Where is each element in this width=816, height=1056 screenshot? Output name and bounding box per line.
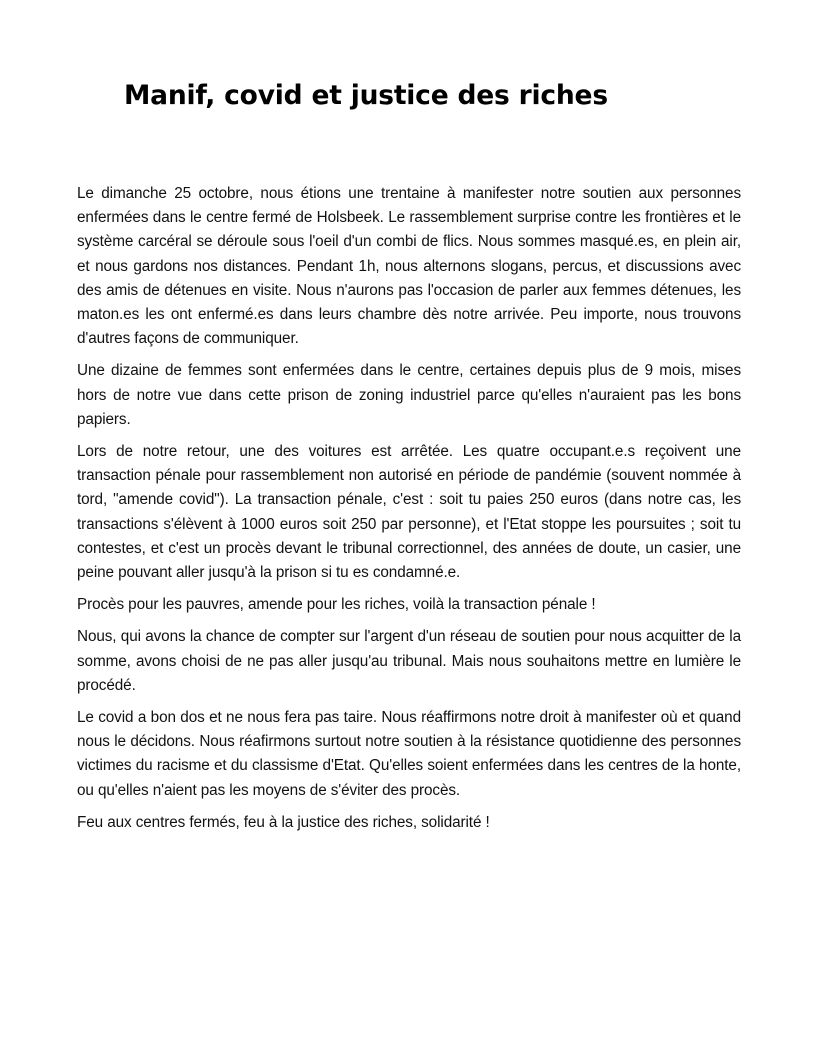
document-body xyxy=(77,182,741,843)
paragraph-detained-women: Une dizaine de femmes sont enfermées dans le centre, certaines depuis plus de 9 mois, mises hors de notre vue dans cette prison de zoning industriel parce qu'elles n'auraient pas les bons papiers. xyxy=(77,362,741,428)
paragraph-slogan-rich-poor: Procès pour les pauvres, amende pour les riches, voilà la transaction pénale ! xyxy=(77,596,596,614)
paragraph-manifestation: Le dimanche 25 octobre, nous étions une trentaine à manifester notre soutien aux personnes enfermées dans le centre fermé de Holsbeek. Le rassemblement surprise contre les frontières et le système carcéral se déroule sous l'oeil d'un combi de flics. Nous sommes masqué.es, en plein air, et nous gardons nos distances. Pendant 1h, nous alternons slogans, percus, et discussions avec des amis de détenues en visite. Nous n'aurons pas l'occasion de parler aux femmes détenues, les maton.es les ont enfermé.es dans leurs chambre dès notre arrivée. Peu importe, nous trouvons d'autres façons de communiquer. xyxy=(77,185,741,348)
paragraph-closing-slogan: Feu aux centres fermés, feu à la justice des riches, solidarité ! xyxy=(77,813,490,831)
paragraph-covid-right-to-protest: Le covid a bon dos et ne nous fera pas taire. Nous réaffirmons notre droit à manifester où et quand nous le décidons. Nous réafirmons surtout notre soutien à la résistance quotidienne des personnes victimes du racisme et du classisme d'Etat. Qu'elles soient enfermées dans les centres de la honte, ou qu'elles n'aient pas les moyens de s'éviter des procès. xyxy=(77,709,741,799)
document-title: Manif, covid et justice des riches xyxy=(124,80,608,111)
paragraph-penal-transaction: Lors de notre retour, une des voitures est arrêtée. Les quatre occupant.e.s reçoivent une transaction pénale pour rassemblement non autorisé en période de pandémie (souvent nommée à tord, "amende covid"). La transaction pénale, c'est : soit tu paies 250 euros (dans notre cas, les transactions s'élèvent à 1000 euros soit 250 par personne), et l'Etat stoppe les poursuites ; soit tu contestes, et c'est un procès devant le tribunal correctionnel, des années de doute, un casier, une peine pouvant aller jusqu'à la prison si tu es condamné.e. xyxy=(77,443,741,582)
paragraph-support-network: Nous, qui avons la chance de compter sur l'argent d'un réseau de soutien pour nous acquitter de la somme, avons choisi de ne pas aller jusqu'au tribunal. Mais nous souhaitons mettre en lumière le procédé. xyxy=(77,628,741,694)
